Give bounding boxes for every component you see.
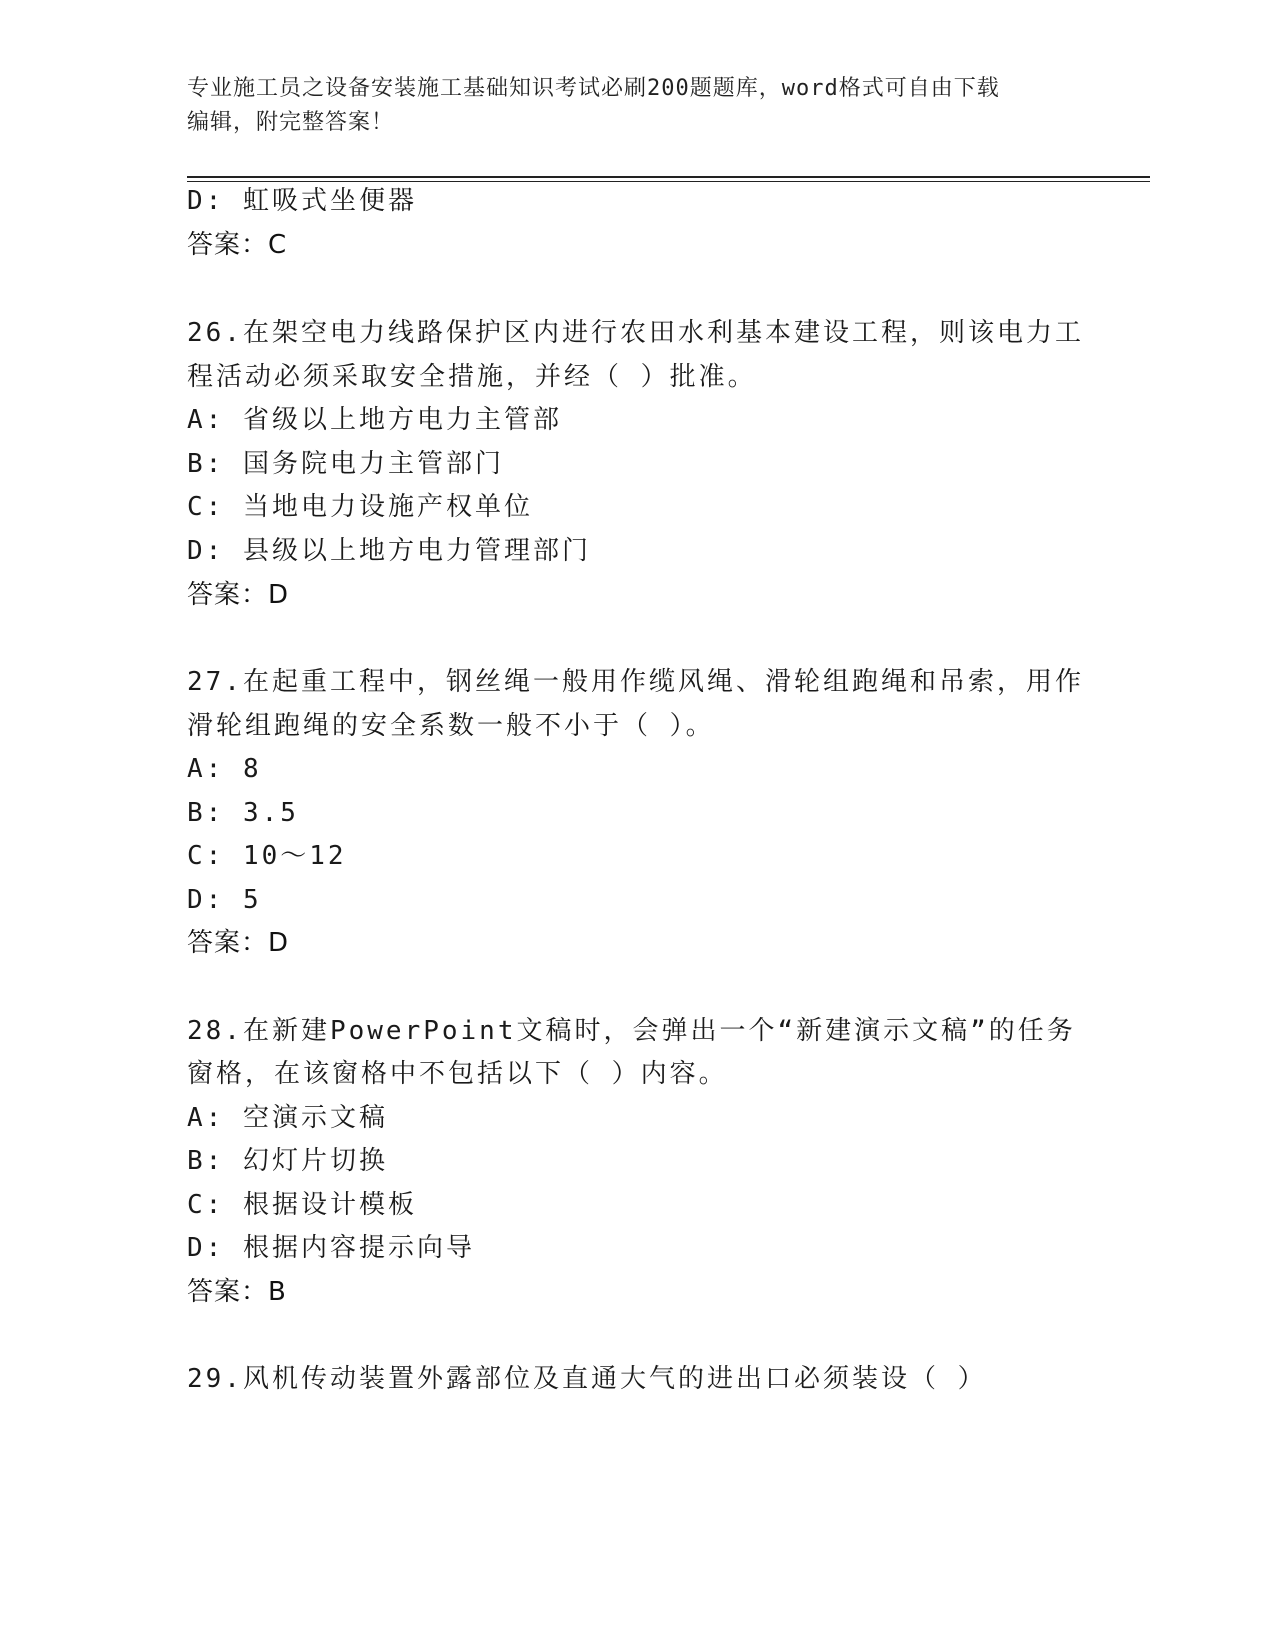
q28-stem-line-1: 28.在新建PowerPoint文稿时，会弹出一个“新建演示文稿”的任务 bbox=[187, 1016, 1076, 1046]
q26-stem-line-1: 26.在架空电力线路保护区内进行农田水利基本建设工程，则该电力工 bbox=[187, 318, 1084, 348]
q27-stem-line-1: 27.在起重工程中，钢丝绳一般用作缆风绳、滑轮组跑绳和吊索，用作 bbox=[187, 667, 1084, 697]
q27-option-a: A: 8 bbox=[187, 754, 262, 784]
q28-answer: 答案：B bbox=[187, 1277, 287, 1307]
q27-option-c: C: 10～12 bbox=[187, 841, 347, 871]
q26-option-d: D: 县级以上地方电力管理部门 bbox=[187, 536, 591, 566]
q27-answer: 答案：D bbox=[187, 928, 290, 958]
q25-answer: 答案：C bbox=[187, 230, 288, 260]
header-title-line-1: 专业施工员之设备安装施工基础知识考试必刷200题题库，word格式可自由下载 bbox=[187, 76, 1000, 101]
q27-option-b: B: 3.5 bbox=[187, 798, 299, 828]
q26-option-b: B: 国务院电力主管部门 bbox=[187, 449, 504, 479]
q28-option-a: A: 空演示文稿 bbox=[187, 1103, 388, 1133]
q25-option-d: D: 虹吸式坐便器 bbox=[187, 186, 417, 216]
header-title-line-2: 编辑，附完整答案！ bbox=[187, 110, 395, 135]
q28-stem-line-2: 窗格，在该窗格中不包括以下（ ）内容。 bbox=[187, 1059, 728, 1089]
q27-option-d: D: 5 bbox=[187, 885, 262, 915]
q26-stem-line-2: 程活动必须采取安全措施，并经（ ）批准。 bbox=[187, 362, 757, 392]
q28-option-c: C: 根据设计模板 bbox=[187, 1190, 417, 1220]
header-divider-thick bbox=[187, 176, 1150, 178]
q28-option-b: B: 幻灯片切换 bbox=[187, 1146, 388, 1176]
page-header bbox=[187, 72, 1067, 140]
q26-option-c: C: 当地电力设施产权单位 bbox=[187, 492, 533, 522]
q29-stem-line-1: 29.风机传动装置外露部位及直通大气的进出口必须装设（ ） bbox=[187, 1364, 987, 1394]
q28-option-d: D: 根据内容提示向导 bbox=[187, 1233, 475, 1263]
q26-option-a: A: 省级以上地方电力主管部 bbox=[187, 405, 562, 435]
q26-answer: 答案：D bbox=[187, 580, 290, 610]
q27-stem-line-2: 滑轮组跑绳的安全系数一般不小于（ ）。 bbox=[187, 711, 715, 741]
